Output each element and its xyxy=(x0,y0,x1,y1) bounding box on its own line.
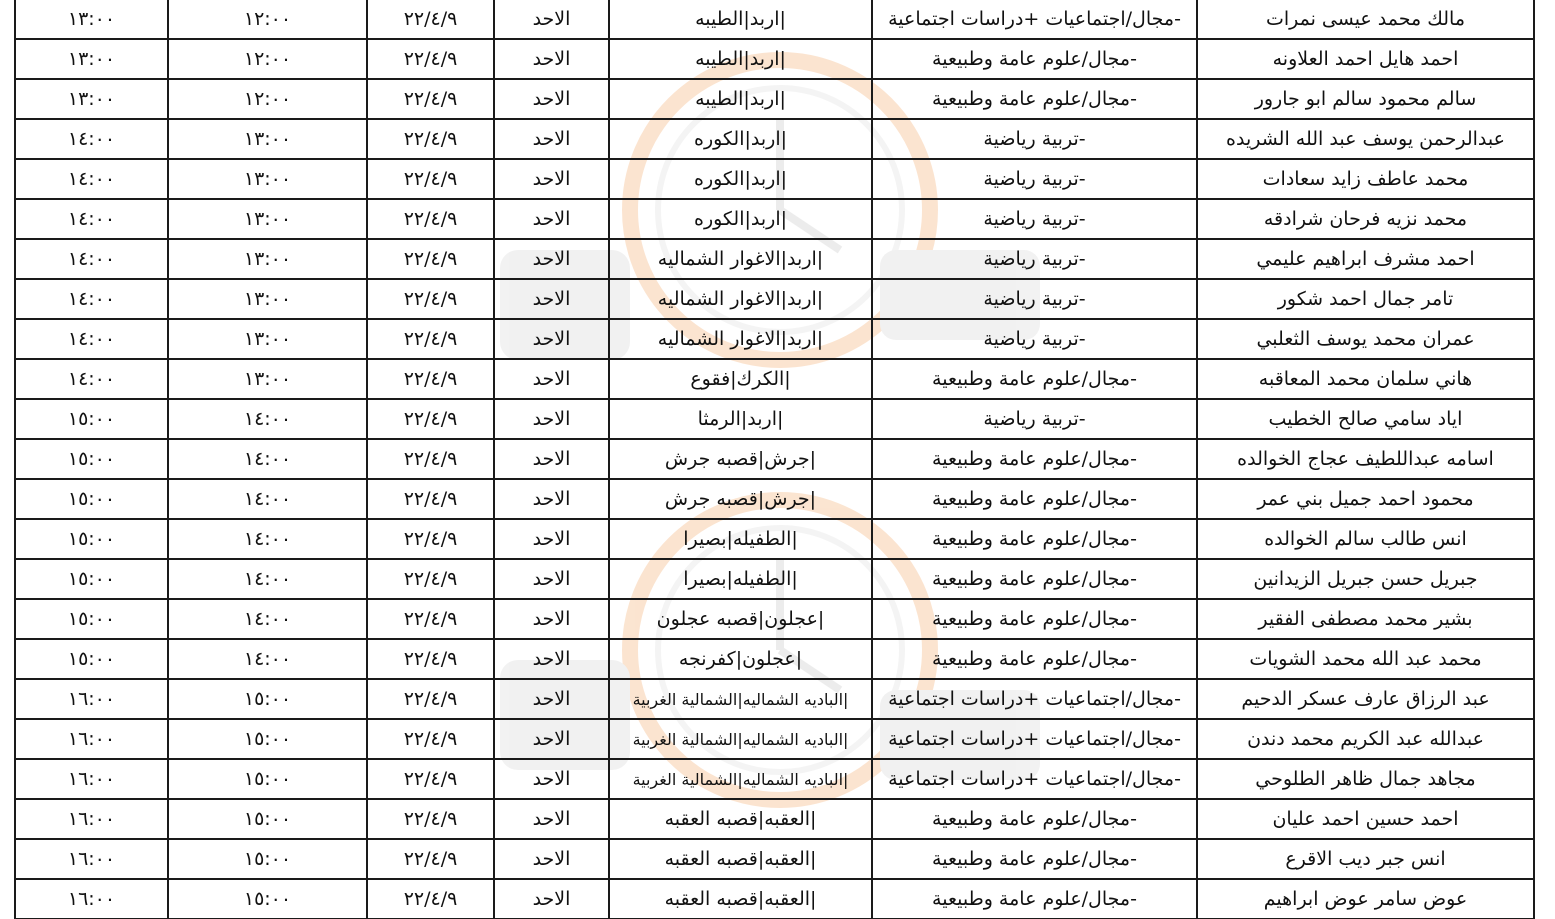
day-cell: الاحد xyxy=(494,239,609,279)
end-time-cell: ١٤:٠٠ xyxy=(15,159,168,199)
location-cell: |اربد|الطيبه xyxy=(609,0,872,39)
date-cell: ٢٢/٤/٩ xyxy=(367,119,494,159)
location-cell: |جرش|قصبه جرش xyxy=(609,479,872,519)
table-row xyxy=(15,399,1534,439)
subject-cell: -مجال/اجتماعيات +دراسات اجتماعية xyxy=(872,759,1197,799)
student-name-cell: عوض سامر عوض ابراهيم xyxy=(1197,879,1534,919)
table-row xyxy=(15,559,1534,599)
start-time-cell: ١٤:٠٠ xyxy=(168,519,367,559)
end-time-cell: ١٥:٠٠ xyxy=(15,399,168,439)
subject-cell: -تربية رياضية xyxy=(872,199,1197,239)
start-time-cell: ١٥:٠٠ xyxy=(168,799,367,839)
location-cell: |العقبه|قصبه العقبه xyxy=(609,839,872,879)
day-cell: الاحد xyxy=(494,839,609,879)
date-cell: ٢٢/٤/٩ xyxy=(367,239,494,279)
day-cell: الاحد xyxy=(494,279,609,319)
start-time-cell: ١٣:٠٠ xyxy=(168,159,367,199)
start-time-cell: ١٣:٠٠ xyxy=(168,239,367,279)
subject-cell: -مجال/علوم عامة وطبيعية xyxy=(872,519,1197,559)
day-cell: الاحد xyxy=(494,359,609,399)
student-name-cell: اياد سامي صالح الخطيب xyxy=(1197,399,1534,439)
end-time-cell: ١٤:٠٠ xyxy=(15,239,168,279)
date-cell: ٢٢/٤/٩ xyxy=(367,639,494,679)
start-time-cell: ١٢:٠٠ xyxy=(168,39,367,79)
subject-cell: -مجال/علوم عامة وطبيعية xyxy=(872,599,1197,639)
subject-cell: -تربية رياضية xyxy=(872,319,1197,359)
start-time-cell: ١٤:٠٠ xyxy=(168,399,367,439)
student-name-cell: محمود احمد جميل بني عمر xyxy=(1197,479,1534,519)
end-time-cell: ١٥:٠٠ xyxy=(15,559,168,599)
day-cell: الاحد xyxy=(494,39,609,79)
table-row xyxy=(15,799,1534,839)
end-time-cell: ١٦:٠٠ xyxy=(15,679,168,719)
table-row xyxy=(15,839,1534,879)
date-cell: ٢٢/٤/٩ xyxy=(367,719,494,759)
start-time-cell: ١٢:٠٠ xyxy=(168,79,367,119)
table-row xyxy=(15,239,1534,279)
end-time-cell: ١٤:٠٠ xyxy=(15,359,168,399)
start-time-cell: ١٤:٠٠ xyxy=(168,479,367,519)
end-time-cell: ١٣:٠٠ xyxy=(15,79,168,119)
table-row xyxy=(15,479,1534,519)
student-name-cell: احمد هايل احمد العلاونه xyxy=(1197,39,1534,79)
table-row xyxy=(15,159,1534,199)
end-time-cell: ١٥:٠٠ xyxy=(15,519,168,559)
start-time-cell: ١٣:٠٠ xyxy=(168,279,367,319)
table-row xyxy=(15,519,1534,559)
day-cell: الاحد xyxy=(494,759,609,799)
start-time-cell: ١٥:٠٠ xyxy=(168,839,367,879)
date-cell: ٢٢/٤/٩ xyxy=(367,159,494,199)
location-cell: |الباديه الشماليه|الشمالية الغربية xyxy=(609,679,872,719)
date-cell: ٢٢/٤/٩ xyxy=(367,79,494,119)
location-cell: |اربد|الرمثا xyxy=(609,399,872,439)
location-cell: |اربد|الكوره xyxy=(609,119,872,159)
subject-cell: -مجال/علوم عامة وطبيعية xyxy=(872,479,1197,519)
location-cell: |الكرك|فقوع xyxy=(609,359,872,399)
subject-cell: -مجال/علوم عامة وطبيعية xyxy=(872,359,1197,399)
date-cell: ٢٢/٤/٩ xyxy=(367,479,494,519)
day-cell: الاحد xyxy=(494,599,609,639)
start-time-cell: ١٥:٠٠ xyxy=(168,759,367,799)
day-cell: الاحد xyxy=(494,679,609,719)
location-cell: |الباديه الشماليه|الشمالية الغربية xyxy=(609,719,872,759)
date-cell: ٢٢/٤/٩ xyxy=(367,559,494,599)
subject-cell: -مجال/علوم عامة وطبيعية xyxy=(872,439,1197,479)
end-time-cell: ١٥:٠٠ xyxy=(15,479,168,519)
end-time-cell: ١٦:٠٠ xyxy=(15,879,168,919)
subject-cell: -تربية رياضية xyxy=(872,119,1197,159)
start-time-cell: ١٣:٠٠ xyxy=(168,119,367,159)
end-time-cell: ١٤:٠٠ xyxy=(15,279,168,319)
schedule-table-body xyxy=(15,0,1534,919)
location-cell: |العقبه|قصبه العقبه xyxy=(609,799,872,839)
end-time-cell: ١٥:٠٠ xyxy=(15,439,168,479)
student-name-cell: محمد نزيه فرحان شرادقه xyxy=(1197,199,1534,239)
date-cell: ٢٢/٤/٩ xyxy=(367,759,494,799)
subject-cell: -مجال/علوم عامة وطبيعية xyxy=(872,559,1197,599)
table-row xyxy=(15,719,1534,759)
day-cell: الاحد xyxy=(494,719,609,759)
start-time-cell: ١٣:٠٠ xyxy=(168,319,367,359)
table-row xyxy=(15,599,1534,639)
day-cell: الاحد xyxy=(494,399,609,439)
end-time-cell: ١٦:٠٠ xyxy=(15,759,168,799)
end-time-cell: ١٦:٠٠ xyxy=(15,799,168,839)
start-time-cell: ١٢:٠٠ xyxy=(168,0,367,39)
table-row xyxy=(15,879,1534,919)
start-time-cell: ١٤:٠٠ xyxy=(168,639,367,679)
day-cell: الاحد xyxy=(494,519,609,559)
subject-cell: -تربية رياضية xyxy=(872,239,1197,279)
table-row xyxy=(15,679,1534,719)
student-name-cell: احمد حسين احمد عليان xyxy=(1197,799,1534,839)
location-cell: |اربد|الاغوار الشماليه xyxy=(609,279,872,319)
student-name-cell: محمد عبد الله محمد الشويات xyxy=(1197,639,1534,679)
date-cell: ٢٢/٤/٩ xyxy=(367,319,494,359)
start-time-cell: ١٤:٠٠ xyxy=(168,439,367,479)
start-time-cell: ١٤:٠٠ xyxy=(168,559,367,599)
location-cell: |اربد|الطيبه xyxy=(609,39,872,79)
start-time-cell: ١٥:٠٠ xyxy=(168,879,367,919)
table-row xyxy=(15,759,1534,799)
table-row xyxy=(15,439,1534,479)
subject-cell: -مجال/علوم عامة وطبيعية xyxy=(872,39,1197,79)
subject-cell: -مجال/اجتماعيات +دراسات اجتماعية xyxy=(872,0,1197,39)
subject-cell: -مجال/اجتماعيات +دراسات اجتماعية xyxy=(872,719,1197,759)
student-name-cell: عبد الرزاق عارف عسكر الدحيم xyxy=(1197,679,1534,719)
student-name-cell: عبدالله عبد الكريم محمد دندن xyxy=(1197,719,1534,759)
subject-cell: -تربية رياضية xyxy=(872,159,1197,199)
date-cell: ٢٢/٤/٩ xyxy=(367,399,494,439)
student-name-cell: احمد مشرف ابراهيم عليمي xyxy=(1197,239,1534,279)
location-cell: |عجلون|كفرنجه xyxy=(609,639,872,679)
location-cell: |الباديه الشماليه|الشمالية الغربية xyxy=(609,759,872,799)
day-cell: الاحد xyxy=(494,799,609,839)
student-name-cell: بشير محمد مصطفى الفقير xyxy=(1197,599,1534,639)
student-name-cell: مجاهد جمال ظاهر الطلوحي xyxy=(1197,759,1534,799)
location-cell: |اربد|الكوره xyxy=(609,199,872,239)
student-name-cell: تامر جمال احمد شكور xyxy=(1197,279,1534,319)
date-cell: ٢٢/٤/٩ xyxy=(367,599,494,639)
student-name-cell: هاني سلمان محمد المعاقبه xyxy=(1197,359,1534,399)
end-time-cell: ١٥:٠٠ xyxy=(15,599,168,639)
location-cell: |الطفيله|بصيرا xyxy=(609,519,872,559)
day-cell: الاحد xyxy=(494,479,609,519)
table-row xyxy=(15,79,1534,119)
location-cell: |الطفيله|بصيرا xyxy=(609,559,872,599)
start-time-cell: ١٣:٠٠ xyxy=(168,199,367,239)
location-cell: |اربد|الكوره xyxy=(609,159,872,199)
student-name-cell: محمد عاطف زايد سعادات xyxy=(1197,159,1534,199)
end-time-cell: ١٤:٠٠ xyxy=(15,119,168,159)
subject-cell: -مجال/اجتماعيات +دراسات اجتماعية xyxy=(872,679,1197,719)
student-name-cell: عبدالرحمن يوسف عبد الله الشريده xyxy=(1197,119,1534,159)
date-cell: ٢٢/٤/٩ xyxy=(367,199,494,239)
location-cell: |عجلون|قصبه عجلون xyxy=(609,599,872,639)
subject-cell: -مجال/علوم عامة وطبيعية xyxy=(872,799,1197,839)
table-row xyxy=(15,319,1534,359)
end-time-cell: ١٣:٠٠ xyxy=(15,0,168,39)
day-cell: الاحد xyxy=(494,119,609,159)
table-row xyxy=(15,119,1534,159)
end-time-cell: ١٦:٠٠ xyxy=(15,719,168,759)
start-time-cell: ١٣:٠٠ xyxy=(168,359,367,399)
start-time-cell: ١٥:٠٠ xyxy=(168,719,367,759)
location-cell: |اربد|الاغوار الشماليه xyxy=(609,239,872,279)
day-cell: الاحد xyxy=(494,639,609,679)
table-row xyxy=(15,639,1534,679)
end-time-cell: ١٤:٠٠ xyxy=(15,199,168,239)
start-time-cell: ١٤:٠٠ xyxy=(168,599,367,639)
subject-cell: -مجال/علوم عامة وطبيعية xyxy=(872,639,1197,679)
subject-cell: -مجال/علوم عامة وطبيعية xyxy=(872,839,1197,879)
end-time-cell: ١٦:٠٠ xyxy=(15,839,168,879)
table-row xyxy=(15,0,1534,39)
location-cell: |اربد|الطيبه xyxy=(609,79,872,119)
table-row xyxy=(15,39,1534,79)
start-time-cell: ١٥:٠٠ xyxy=(168,679,367,719)
student-name-cell: مالك محمد عيسى نمرات xyxy=(1197,0,1534,39)
day-cell: الاحد xyxy=(494,199,609,239)
schedule-table xyxy=(14,0,1535,919)
table-row xyxy=(15,199,1534,239)
subject-cell: -تربية رياضية xyxy=(872,399,1197,439)
student-name-cell: عمران محمد يوسف الثعلبي xyxy=(1197,319,1534,359)
date-cell: ٢٢/٤/٩ xyxy=(367,679,494,719)
day-cell: الاحد xyxy=(494,79,609,119)
location-cell: |اربد|الاغوار الشماليه xyxy=(609,319,872,359)
date-cell: ٢٢/٤/٩ xyxy=(367,279,494,319)
student-name-cell: انس جبر ديب الاقرع xyxy=(1197,839,1534,879)
table-row xyxy=(15,279,1534,319)
end-time-cell: ١٤:٠٠ xyxy=(15,319,168,359)
end-time-cell: ١٣:٠٠ xyxy=(15,39,168,79)
student-name-cell: انس طالب سالم الخوالده xyxy=(1197,519,1534,559)
date-cell: ٢٢/٤/٩ xyxy=(367,359,494,399)
date-cell: ٢٢/٤/٩ xyxy=(367,879,494,919)
table-row xyxy=(15,359,1534,399)
day-cell: الاحد xyxy=(494,0,609,39)
student-name-cell: اسامه عبداللطيف عجاج الخوالده xyxy=(1197,439,1534,479)
date-cell: ٢٢/٤/٩ xyxy=(367,439,494,479)
subject-cell: -مجال/علوم عامة وطبيعية xyxy=(872,79,1197,119)
student-name-cell: جبريل حسن جبريل الزيدانين xyxy=(1197,559,1534,599)
end-time-cell: ١٥:٠٠ xyxy=(15,639,168,679)
subject-cell: -مجال/علوم عامة وطبيعية xyxy=(872,879,1197,919)
day-cell: الاحد xyxy=(494,559,609,599)
subject-cell: -تربية رياضية xyxy=(872,279,1197,319)
date-cell: ٢٢/٤/٩ xyxy=(367,839,494,879)
day-cell: الاحد xyxy=(494,879,609,919)
location-cell: |جرش|قصبه جرش xyxy=(609,439,872,479)
date-cell: ٢٢/٤/٩ xyxy=(367,0,494,39)
student-name-cell: سالم محمود سالم ابو جارور xyxy=(1197,79,1534,119)
day-cell: الاحد xyxy=(494,439,609,479)
date-cell: ٢٢/٤/٩ xyxy=(367,39,494,79)
day-cell: الاحد xyxy=(494,319,609,359)
location-cell: |العقبه|قصبه العقبه xyxy=(609,879,872,919)
date-cell: ٢٢/٤/٩ xyxy=(367,519,494,559)
day-cell: الاحد xyxy=(494,159,609,199)
date-cell: ٢٢/٤/٩ xyxy=(367,799,494,839)
